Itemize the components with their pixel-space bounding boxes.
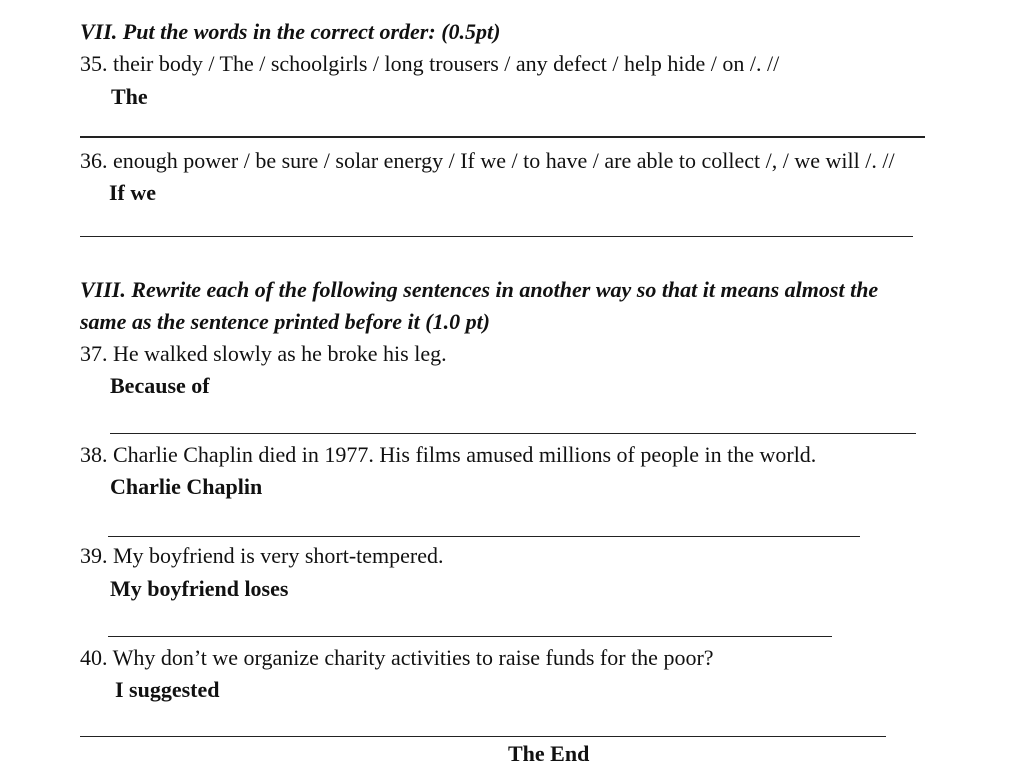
question-38-answer-line[interactable]	[108, 536, 860, 537]
question-36-answer-line[interactable]	[80, 236, 913, 237]
question-36-prompt: 36. enough power / be sure / solar energy / If we / to have / are able to collect /, / we will /. //	[80, 148, 895, 173]
section-7-heading: VII. Put the words in the correct order: (0.5pt)	[80, 19, 501, 44]
question-39-starter: My boyfriend loses	[110, 576, 289, 601]
section-8-heading-line-2: same as the sentence printed before it (1.0 pt)	[80, 309, 491, 334]
question-37-answer-line[interactable]	[110, 433, 916, 434]
question-36-starter: If we	[109, 180, 157, 205]
question-39-prompt: 39. My boyfriend is very short-tempered.	[80, 543, 444, 568]
question-40-answer-line[interactable]	[80, 736, 886, 737]
question-37-prompt: 37. He walked slowly as he broke his leg.	[80, 341, 447, 366]
the-end-footer: The End	[508, 741, 590, 766]
question-38-prompt: 38. Charlie Chaplin died in 1977. His films amused millions of people in the world.	[80, 442, 817, 467]
section-8-heading-line-1: VIII. Rewrite each of the following sentences in another way so that it means almost the	[80, 277, 879, 302]
question-35-prompt: 35. their body / The / schoolgirls / long trousers / any defect / help hide / on /. //	[80, 51, 780, 76]
question-35-answer-line[interactable]	[80, 136, 925, 138]
question-38-starter: Charlie Chaplin	[110, 474, 263, 499]
question-37-starter: Because of	[110, 373, 210, 398]
question-40-starter: I suggested	[115, 677, 220, 702]
question-39-answer-line[interactable]	[108, 636, 832, 637]
question-35-starter: The	[111, 84, 148, 109]
question-40-prompt: 40. Why don’t we organize charity activities to raise funds for the poor?	[80, 645, 714, 670]
